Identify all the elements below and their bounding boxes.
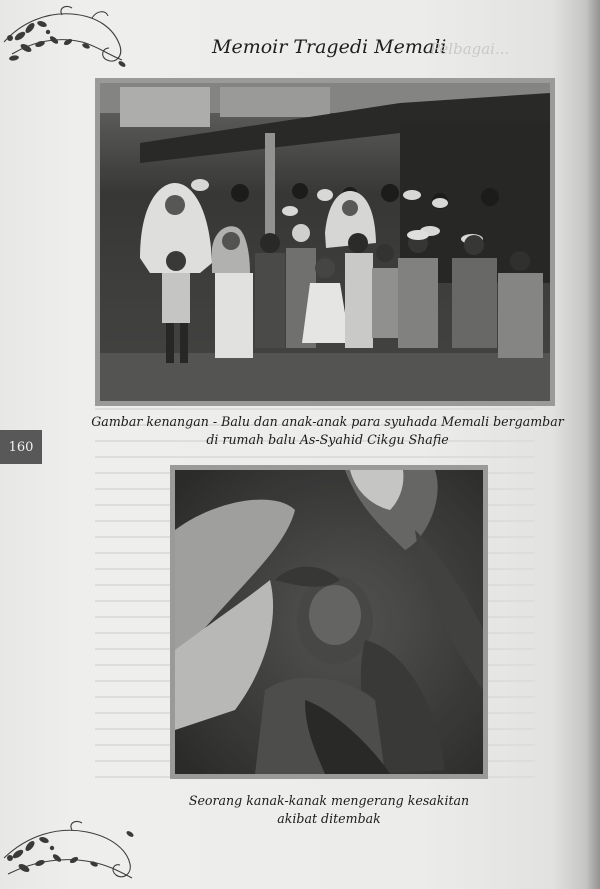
caption-2-line-2: akibat ditembak [277,811,381,826]
photo-caption-1 [80,413,575,449]
floral-ornament-bottom [2,818,142,888]
floral-ornament-top [2,2,137,74]
caption-1-line-1: Gambar kenangan - Balu dan anak-anak para syuhada Memali bergambar [91,414,564,429]
photo-caption-2 [170,792,488,828]
page-edge-shadow [586,0,600,889]
injured-child-photo-image [175,470,483,774]
caption-1-line-2: di rumah balu As-Syahid Cikgu Shafie [206,432,449,447]
page-number: 160 [8,439,34,455]
photo-group-widows-children [95,78,555,406]
group-photo-image [100,83,550,401]
caption-2-line-1: Seorang kanak-kanak mengerang kesakitan [188,793,470,808]
page-number-tab [0,430,42,464]
running-header-title: Memoir Tragedi Memali [212,36,447,58]
photo-injured-child [170,465,488,779]
show-through-header: Pelbagai... [430,40,510,58]
